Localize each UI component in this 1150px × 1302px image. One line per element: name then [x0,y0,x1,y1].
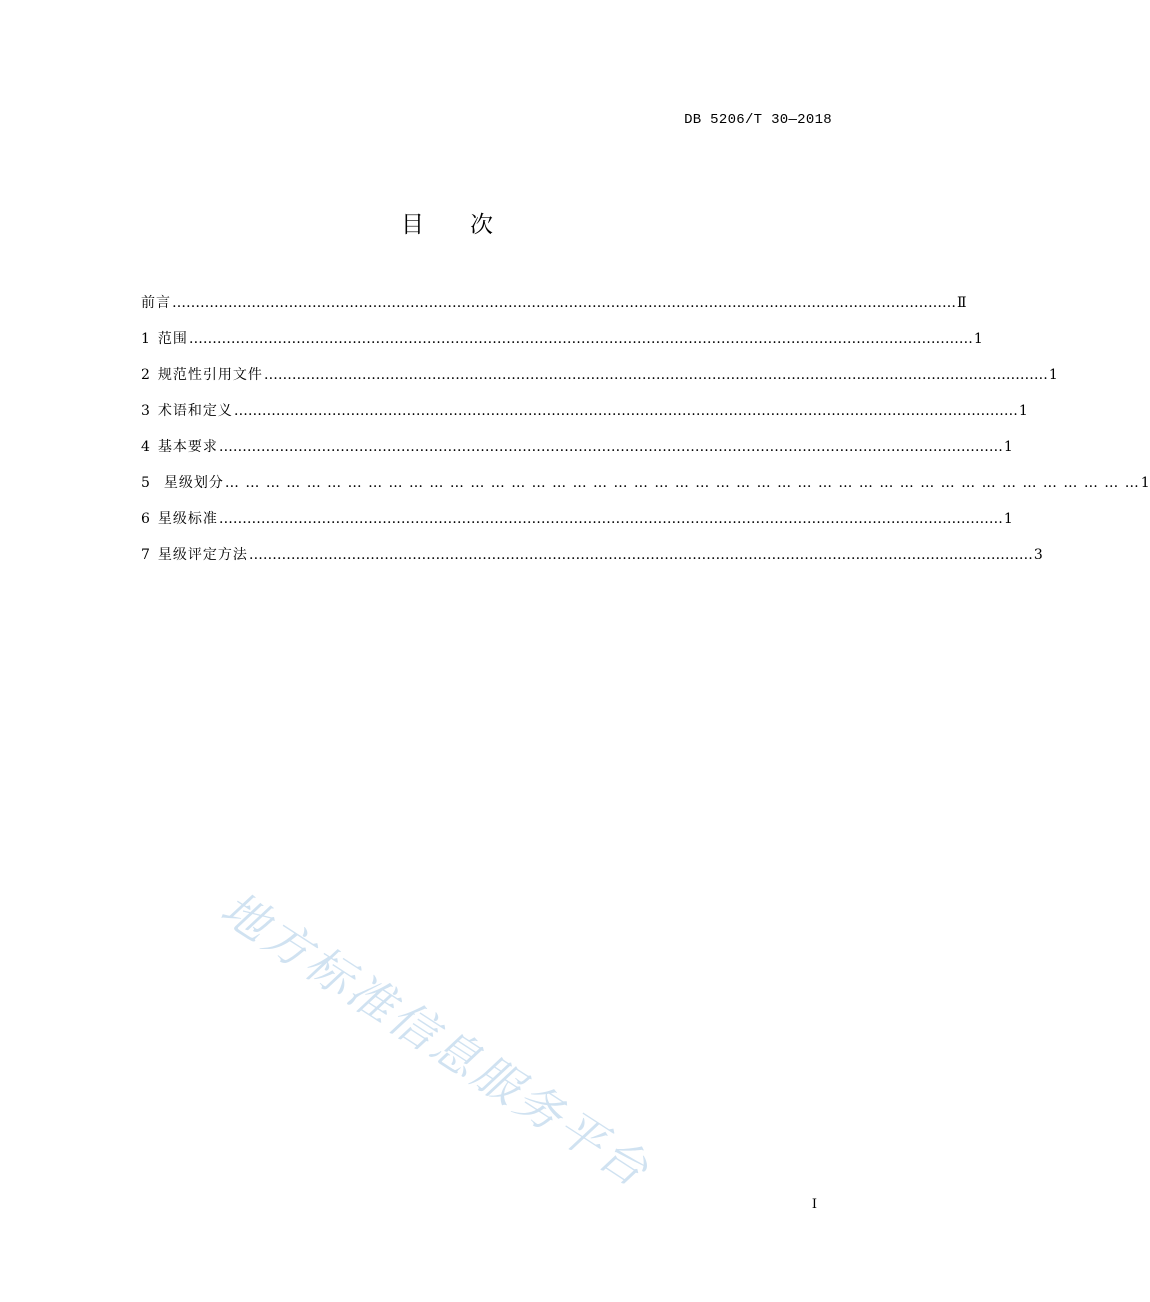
toc-entry-label: 基本要求 [157,439,218,455]
dot-leader: …………………………………………………………………………………………………………………………………………………… [218,511,1003,527]
toc-entry-number: 4 [141,439,150,455]
dot-leader: …………………………………………………………………………………………………………………………………………………… [233,403,1018,419]
toc-entry-number: 2 [141,367,150,383]
toc-entry-page: 1 [1003,439,1013,455]
toc-entry-scope[interactable] [141,328,983,364]
toc-entry-label: 规范性引用文件 [157,367,263,383]
toc-entry-terms-definitions[interactable] [141,400,1028,436]
toc-entry-page: 1 [1140,475,1150,491]
toc-entry-number: 5 [141,475,150,491]
dot-leader: …………………………………………………………………………………………………………………………………………………… [188,331,973,347]
toc-entry-page: 1 [1003,511,1013,527]
toc-entry-label: 范围 [157,331,188,347]
page-number: I [811,1197,817,1212]
dot-leader: … … … … … … … … … … … … … … … … … … … … … … … … … … … … … … … … … … … … … … … … … … … … … [224,475,1140,491]
toc-entry-number: 7 [141,547,150,563]
dot-leader: …………………………………………………………………………………………………………………………………………………… [218,439,1003,455]
toc-title: 目次 [401,212,539,238]
toc-entry-label: 前言 [141,295,171,311]
toc-entry-normative-references[interactable] [141,364,1058,400]
dot-leader: …………………………………………………………………………………………………………………………………………………… [172,295,956,311]
toc-entry-label: 星级划分 [163,475,224,491]
toc-entry-label: 术语和定义 [157,403,233,419]
toc-entry-basic-requirements[interactable] [141,436,1013,472]
watermark: 地方标准信息服务平台 [211,880,661,1199]
toc-entry-star-standards[interactable] [141,508,1013,544]
toc-entry-label: 星级评定方法 [157,547,248,563]
toc-entry-page: 1 [1018,403,1028,419]
toc-entry-label: 星级标准 [157,511,218,527]
toc-entry-star-rating-method[interactable] [141,544,1043,580]
toc-entry-foreword[interactable] [141,292,967,328]
toc-entry-page: 1 [1048,367,1058,383]
toc-entry-number: 6 [141,511,150,527]
document-code: DB 5206/T 30—2018 [684,112,832,128]
toc-entry-page: Ⅱ [957,295,967,311]
toc-entry-page: 3 [1033,547,1043,563]
toc-entry-star-classification[interactable] [141,472,1150,508]
toc-entry-number: 1 [141,331,150,347]
toc-entry-page: 1 [973,331,983,347]
dot-leader: …………………………………………………………………………………………………………………………………………………… [263,367,1048,383]
table-of-contents [141,292,1150,580]
dot-leader: …………………………………………………………………………………………………………………………………………………… [248,547,1033,563]
toc-entry-number: 3 [141,403,150,419]
